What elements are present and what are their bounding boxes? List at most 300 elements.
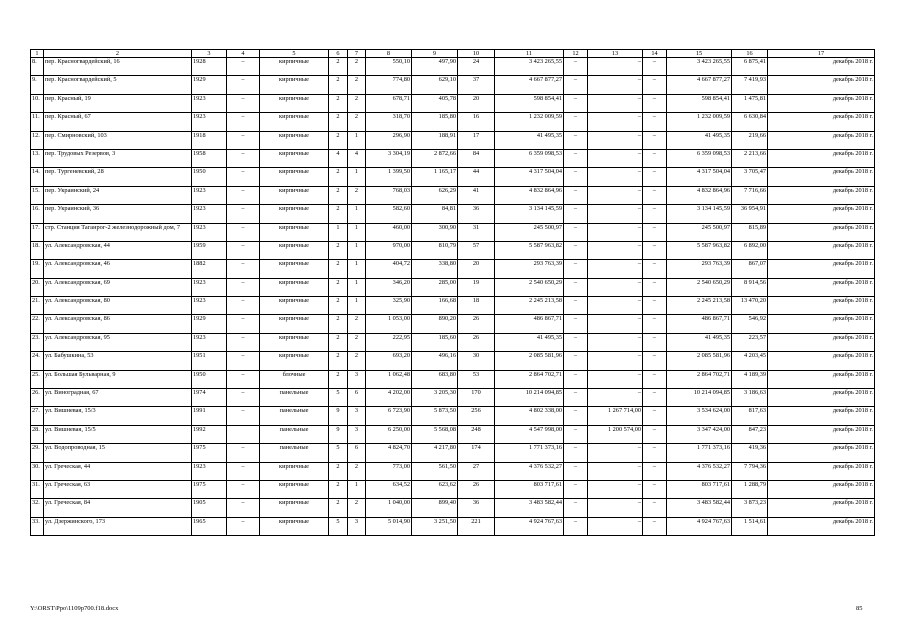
wall-material-cell: кирпичные — [260, 186, 329, 204]
floors-cell: 2 — [329, 480, 348, 498]
living-area-cell: 285,00 — [412, 278, 458, 296]
address-cell: ул. Вишневая, 15/3 — [44, 407, 192, 425]
table-row — [31, 297, 875, 315]
wall-material-cell: кирпичные — [260, 223, 329, 241]
cost-fund-cell: – — [564, 389, 588, 407]
unit-cost-cell: 419,36 — [732, 444, 768, 462]
total-cost-cell: 4 924 767,63 — [495, 517, 564, 535]
row-number-cell: 33. — [31, 517, 44, 535]
entrances-cell: 1 — [348, 168, 366, 186]
deadline-cell: декабрь 2018 г. — [768, 370, 875, 388]
floors-cell: 2 — [329, 186, 348, 204]
total-cost-cell: 803 717,61 — [495, 480, 564, 498]
cost-owners-cell: 3 423 265,55 — [667, 58, 732, 76]
unit-cost-cell: 815,89 — [732, 223, 768, 241]
row-number-cell: 9. — [31, 76, 44, 94]
entrances-cell: 1 — [348, 480, 366, 498]
cost-fund-cell: – — [564, 131, 588, 149]
deadline-cell: декабрь 2018 г. — [768, 333, 875, 351]
cost-budget-cell: – — [588, 223, 643, 241]
residents-cell: 17 — [458, 131, 495, 149]
cost-budget-cell: 1 200 574,00 — [588, 425, 643, 443]
wall-material-cell: кирпичные — [260, 76, 329, 94]
living-area-cell: 497,90 — [412, 58, 458, 76]
living-area-cell: 5 568,08 — [412, 425, 458, 443]
total-cost-cell: 4 547 998,00 — [495, 425, 564, 443]
unit-cost-cell: 2 213,66 — [732, 149, 768, 167]
cost-fund-cell: – — [564, 223, 588, 241]
cost-other-cell: – — [643, 315, 667, 333]
residents-cell: 16 — [458, 113, 495, 131]
row-number-cell: 11. — [31, 113, 44, 131]
year-reconstructed-cell: – — [227, 58, 260, 76]
cost-other-cell: – — [643, 113, 667, 131]
address-cell: ул. Водопроводная, 15 — [44, 444, 192, 462]
address-cell: ул. Бабушкина, 53 — [44, 352, 192, 370]
address-cell: ул. Греческая, 84 — [44, 499, 192, 517]
cost-budget-cell: – — [588, 297, 643, 315]
living-area-cell: 810,79 — [412, 241, 458, 259]
deadline-cell: декабрь 2018 г. — [768, 315, 875, 333]
residents-cell: 26 — [458, 333, 495, 351]
living-area-cell: 683,80 — [412, 370, 458, 388]
year-reconstructed-cell: – — [227, 76, 260, 94]
unit-cost-cell: 7 716,66 — [732, 186, 768, 204]
residents-cell: 19 — [458, 278, 495, 296]
residents-cell: 27 — [458, 462, 495, 480]
header-cell: 9 — [412, 50, 458, 58]
floors-cell: 1 — [329, 223, 348, 241]
address-cell: пер. Украинский, 36 — [44, 205, 192, 223]
cost-fund-cell: – — [564, 205, 588, 223]
header-cell: 8 — [366, 50, 412, 58]
living-area-cell: 188,91 — [412, 131, 458, 149]
table-row — [31, 186, 875, 204]
wall-material-cell: кирпичные — [260, 113, 329, 131]
total-cost-cell: 1 232 009,59 — [495, 113, 564, 131]
wall-material-cell: панельные — [260, 425, 329, 443]
residents-cell: 221 — [458, 517, 495, 535]
total-area-cell: 3 304,19 — [366, 149, 412, 167]
living-area-cell: 623,62 — [412, 480, 458, 498]
year-reconstructed-cell: – — [227, 407, 260, 425]
cost-other-cell: – — [643, 186, 667, 204]
row-number-cell: 30. — [31, 462, 44, 480]
floors-cell: 5 — [329, 444, 348, 462]
wall-material-cell: блочные — [260, 370, 329, 388]
living-area-cell: 629,10 — [412, 76, 458, 94]
wall-material-cell: кирпичные — [260, 297, 329, 315]
cost-owners-cell: 1 771 373,16 — [667, 444, 732, 462]
cost-owners-cell: 293 763,39 — [667, 260, 732, 278]
total-cost-cell: 2 864 702,71 — [495, 370, 564, 388]
cost-other-cell: – — [643, 462, 667, 480]
cost-other-cell: – — [643, 480, 667, 498]
row-number-cell: 19. — [31, 260, 44, 278]
living-area-cell: 405,78 — [412, 94, 458, 112]
entrances-cell: 1 — [348, 297, 366, 315]
wall-material-cell: кирпичные — [260, 352, 329, 370]
unit-cost-cell: 3 186,63 — [732, 389, 768, 407]
floors-cell: 2 — [329, 76, 348, 94]
cost-fund-cell: – — [564, 480, 588, 498]
cost-other-cell: – — [643, 149, 667, 167]
living-area-cell: 626,29 — [412, 186, 458, 204]
cost-owners-cell: 41 495,35 — [667, 333, 732, 351]
total-area-cell: 346,20 — [366, 278, 412, 296]
year-reconstructed-cell: – — [227, 480, 260, 498]
unit-cost-cell: 546,92 — [732, 315, 768, 333]
year-reconstructed-cell — [227, 425, 260, 443]
entrances-cell: 2 — [348, 333, 366, 351]
total-area-cell: 550,10 — [366, 58, 412, 76]
total-area-cell: 325,90 — [366, 297, 412, 315]
table-row — [31, 113, 875, 131]
year-reconstructed-cell: – — [227, 94, 260, 112]
year-built-cell: 1923 — [192, 205, 227, 223]
unit-cost-cell: 223,57 — [732, 333, 768, 351]
total-area-cell: 582,60 — [366, 205, 412, 223]
cost-other-cell: – — [643, 425, 667, 443]
cost-budget-cell: – — [588, 389, 643, 407]
cost-owners-cell: 4 924 767,63 — [667, 517, 732, 535]
row-number-cell: 23. — [31, 333, 44, 351]
cost-other-cell: – — [643, 278, 667, 296]
row-number-cell: 22. — [31, 315, 44, 333]
floors-cell: 4 — [329, 149, 348, 167]
residents-cell: 84 — [458, 149, 495, 167]
entrances-cell: 1 — [348, 278, 366, 296]
row-number-cell: 16. — [31, 205, 44, 223]
deadline-cell: декабрь 2018 г. — [768, 260, 875, 278]
wall-material-cell: кирпичные — [260, 462, 329, 480]
deadline-cell: декабрь 2018 г. — [768, 241, 875, 259]
year-built-cell: 1929 — [192, 315, 227, 333]
cost-fund-cell: – — [564, 168, 588, 186]
cost-other-cell: – — [643, 168, 667, 186]
cost-other-cell: – — [643, 260, 667, 278]
cost-owners-cell: 4 667 877,27 — [667, 76, 732, 94]
wall-material-cell: кирпичные — [260, 315, 329, 333]
total-area-cell: 773,00 — [366, 462, 412, 480]
residents-cell: 248 — [458, 425, 495, 443]
total-cost-cell: 41 495,35 — [495, 131, 564, 149]
wall-material-cell: панельные — [260, 444, 329, 462]
entrances-cell: 1 — [348, 131, 366, 149]
row-number-cell: 18. — [31, 241, 44, 259]
address-cell: ул. Вишневая, 15/5 — [44, 425, 192, 443]
cost-other-cell: – — [643, 444, 667, 462]
address-cell: пер. Красный, 19 — [44, 94, 192, 112]
wall-material-cell: кирпичные — [260, 131, 329, 149]
cost-other-cell: – — [643, 499, 667, 517]
cost-budget-cell: – — [588, 517, 643, 535]
address-cell: пер. Украинский, 24 — [44, 186, 192, 204]
table-row — [31, 278, 875, 296]
address-cell: ул. Александровская, 46 — [44, 260, 192, 278]
deadline-cell: декабрь 2018 г. — [768, 444, 875, 462]
floors-cell: 2 — [329, 297, 348, 315]
residents-cell: 18 — [458, 297, 495, 315]
entrances-cell: 2 — [348, 186, 366, 204]
cost-fund-cell: – — [564, 462, 588, 480]
entrances-cell: 2 — [348, 94, 366, 112]
living-area-cell: 890,20 — [412, 315, 458, 333]
cost-budget-cell: – — [588, 131, 643, 149]
entrances-cell: 4 — [348, 149, 366, 167]
floors-cell: 2 — [329, 315, 348, 333]
total-area-cell: 6 250,00 — [366, 425, 412, 443]
cost-other-cell: – — [643, 389, 667, 407]
entrances-cell: 2 — [348, 76, 366, 94]
address-cell: пер. Красный, 67 — [44, 113, 192, 131]
year-built-cell: 1923 — [192, 223, 227, 241]
cost-other-cell: – — [643, 297, 667, 315]
header-cell: 6 — [329, 50, 348, 58]
deadline-cell: декабрь 2018 г. — [768, 389, 875, 407]
living-area-cell: 185,80 — [412, 113, 458, 131]
year-built-cell: 1923 — [192, 186, 227, 204]
year-reconstructed-cell: – — [227, 186, 260, 204]
address-cell: ул. Дзержинского, 173 — [44, 517, 192, 535]
table-row — [31, 480, 875, 498]
floors-cell: 2 — [329, 499, 348, 517]
table-row — [31, 260, 875, 278]
cost-owners-cell: 3 347 424,00 — [667, 425, 732, 443]
total-area-cell: 460,00 — [366, 223, 412, 241]
deadline-cell: декабрь 2018 г. — [768, 352, 875, 370]
cost-owners-cell: 3 134 145,59 — [667, 205, 732, 223]
total-cost-cell: 245 500,97 — [495, 223, 564, 241]
residents-cell: 30 — [458, 352, 495, 370]
unit-cost-cell: 219,66 — [732, 131, 768, 149]
entrances-cell: 2 — [348, 58, 366, 76]
cost-other-cell: – — [643, 517, 667, 535]
table-row — [31, 315, 875, 333]
cost-owners-cell: 4 317 504,04 — [667, 168, 732, 186]
year-built-cell: 1975 — [192, 444, 227, 462]
cost-budget-cell: – — [588, 370, 643, 388]
total-area-cell: 693,20 — [366, 352, 412, 370]
deadline-cell: декабрь 2018 г. — [768, 149, 875, 167]
year-built-cell: 1923 — [192, 297, 227, 315]
unit-cost-cell: 3 873,23 — [732, 499, 768, 517]
floors-cell: 2 — [329, 370, 348, 388]
floors-cell: 2 — [329, 113, 348, 131]
cost-other-cell: – — [643, 58, 667, 76]
table-row — [31, 517, 875, 535]
cost-other-cell: – — [643, 223, 667, 241]
wall-material-cell: панельные — [260, 407, 329, 425]
header-cell: 14 — [643, 50, 667, 58]
total-area-cell: 5 014,90 — [366, 517, 412, 535]
table-row — [31, 370, 875, 388]
deadline-cell: декабрь 2018 г. — [768, 517, 875, 535]
residents-cell: 170 — [458, 389, 495, 407]
year-built-cell: 1928 — [192, 58, 227, 76]
cost-budget-cell: – — [588, 444, 643, 462]
cost-fund-cell: – — [564, 76, 588, 94]
entrances-cell: 6 — [348, 389, 366, 407]
header-cell: 3 — [192, 50, 227, 58]
wall-material-cell: кирпичные — [260, 205, 329, 223]
cost-owners-cell: 3 483 582,44 — [667, 499, 732, 517]
deadline-cell: декабрь 2018 г. — [768, 407, 875, 425]
cost-fund-cell: – — [564, 315, 588, 333]
year-reconstructed-cell: – — [227, 149, 260, 167]
cost-fund-cell: – — [564, 241, 588, 259]
floors-cell: 2 — [329, 205, 348, 223]
wall-material-cell: кирпичные — [260, 58, 329, 76]
row-number-cell: 31. — [31, 480, 44, 498]
year-built-cell: 1929 — [192, 76, 227, 94]
deadline-cell: декабрь 2018 г. — [768, 480, 875, 498]
address-cell: ул. Александровская, 95 — [44, 333, 192, 351]
cost-owners-cell: 3 534 624,00 — [667, 407, 732, 425]
table-row — [31, 407, 875, 425]
cost-budget-cell: – — [588, 205, 643, 223]
cost-fund-cell: – — [564, 113, 588, 131]
cost-owners-cell: 4 832 864,96 — [667, 186, 732, 204]
unit-cost-cell: 36 954,91 — [732, 205, 768, 223]
table-row — [31, 168, 875, 186]
deadline-cell: декабрь 2018 г. — [768, 278, 875, 296]
cost-other-cell: – — [643, 407, 667, 425]
year-reconstructed-cell: – — [227, 333, 260, 351]
cost-fund-cell: – — [564, 260, 588, 278]
floors-cell: 5 — [329, 517, 348, 535]
deadline-cell: декабрь 2018 г. — [768, 58, 875, 76]
floors-cell: 2 — [329, 241, 348, 259]
row-number-cell: 21. — [31, 297, 44, 315]
total-cost-cell: 2 245 213,58 — [495, 297, 564, 315]
total-area-cell: 6 723,90 — [366, 407, 412, 425]
address-cell: ул. Большая Бульварная, 9 — [44, 370, 192, 388]
deadline-cell: декабрь 2018 г. — [768, 131, 875, 149]
residents-cell: 53 — [458, 370, 495, 388]
housing-table — [30, 49, 875, 536]
cost-other-cell: – — [643, 205, 667, 223]
cost-budget-cell: 1 267 714,00 — [588, 407, 643, 425]
total-cost-cell: 3 483 582,44 — [495, 499, 564, 517]
living-area-cell: 4 217,80 — [412, 444, 458, 462]
cost-fund-cell: – — [564, 517, 588, 535]
wall-material-cell: кирпичные — [260, 149, 329, 167]
cost-budget-cell: – — [588, 480, 643, 498]
wall-material-cell: кирпичные — [260, 499, 329, 517]
residents-cell: 26 — [458, 480, 495, 498]
header-cell: 7 — [348, 50, 366, 58]
year-reconstructed-cell: – — [227, 499, 260, 517]
cost-budget-cell: – — [588, 58, 643, 76]
address-cell: ул. Александровская, 80 — [44, 297, 192, 315]
table-row — [31, 223, 875, 241]
year-reconstructed-cell: – — [227, 297, 260, 315]
address-cell: пер. Красногвардейский, 16 — [44, 58, 192, 76]
row-number-cell: 24. — [31, 352, 44, 370]
living-area-cell: 2 872,66 — [412, 149, 458, 167]
deadline-cell: декабрь 2018 г. — [768, 499, 875, 517]
residents-cell: 20 — [458, 94, 495, 112]
cost-fund-cell: – — [564, 352, 588, 370]
year-built-cell: 1950 — [192, 370, 227, 388]
row-number-cell: 27. — [31, 407, 44, 425]
year-built-cell: 1974 — [192, 389, 227, 407]
residents-cell: 20 — [458, 260, 495, 278]
unit-cost-cell: 7 794,36 — [732, 462, 768, 480]
entrances-cell: 1 — [348, 205, 366, 223]
cost-budget-cell: – — [588, 149, 643, 167]
total-area-cell: 296,90 — [366, 131, 412, 149]
unit-cost-cell: 4 189,39 — [732, 370, 768, 388]
address-cell: ул. Александровская, 44 — [44, 241, 192, 259]
cost-other-cell: – — [643, 94, 667, 112]
unit-cost-cell: 867,07 — [732, 260, 768, 278]
total-cost-cell: 4 376 532,27 — [495, 462, 564, 480]
cost-other-cell: – — [643, 241, 667, 259]
year-built-cell: 1991 — [192, 407, 227, 425]
wall-material-cell: кирпичные — [260, 168, 329, 186]
residents-cell: 24 — [458, 58, 495, 76]
year-built-cell: 1923 — [192, 113, 227, 131]
year-reconstructed-cell: – — [227, 113, 260, 131]
entrances-cell: 3 — [348, 517, 366, 535]
table-row — [31, 76, 875, 94]
table-row — [31, 94, 875, 112]
cost-budget-cell: – — [588, 333, 643, 351]
year-reconstructed-cell: – — [227, 352, 260, 370]
floors-cell: 2 — [329, 168, 348, 186]
entrances-cell: 1 — [348, 241, 366, 259]
row-number-cell: 29. — [31, 444, 44, 462]
living-area-cell: 496,16 — [412, 352, 458, 370]
address-cell: ул. Греческая, 63 — [44, 480, 192, 498]
total-area-cell: 318,70 — [366, 113, 412, 131]
unit-cost-cell: 1 288,79 — [732, 480, 768, 498]
cost-fund-cell: – — [564, 58, 588, 76]
year-built-cell: 1992 — [192, 425, 227, 443]
cost-budget-cell: – — [588, 168, 643, 186]
cost-other-cell: – — [643, 333, 667, 351]
unit-cost-cell: 7 419,93 — [732, 76, 768, 94]
cost-owners-cell: 1 232 009,59 — [667, 113, 732, 131]
cost-owners-cell: 41 495,35 — [667, 131, 732, 149]
unit-cost-cell: 1 475,81 — [732, 94, 768, 112]
cost-fund-cell: – — [564, 94, 588, 112]
floors-cell: 2 — [329, 333, 348, 351]
cost-owners-cell: 486 867,71 — [667, 315, 732, 333]
cost-budget-cell: – — [588, 76, 643, 94]
entrances-cell: 3 — [348, 407, 366, 425]
total-cost-cell: 4 802 338,00 — [495, 407, 564, 425]
total-cost-cell: 1 771 373,16 — [495, 444, 564, 462]
row-number-cell: 17. — [31, 223, 44, 241]
living-area-cell: 185,60 — [412, 333, 458, 351]
row-number-cell: 32. — [31, 499, 44, 517]
total-cost-cell: 2 540 650,29 — [495, 278, 564, 296]
living-area-cell: 300,90 — [412, 223, 458, 241]
living-area-cell: 338,80 — [412, 260, 458, 278]
year-built-cell: 1905 — [192, 499, 227, 517]
total-area-cell: 222,95 — [366, 333, 412, 351]
header-cell: 1 — [31, 50, 44, 58]
cost-fund-cell: – — [564, 370, 588, 388]
year-built-cell: 1965 — [192, 517, 227, 535]
deadline-cell: декабрь 2018 г. — [768, 223, 875, 241]
total-cost-cell: 293 763,39 — [495, 260, 564, 278]
address-cell: ул. Александровская, 69 — [44, 278, 192, 296]
cost-fund-cell: – — [564, 278, 588, 296]
